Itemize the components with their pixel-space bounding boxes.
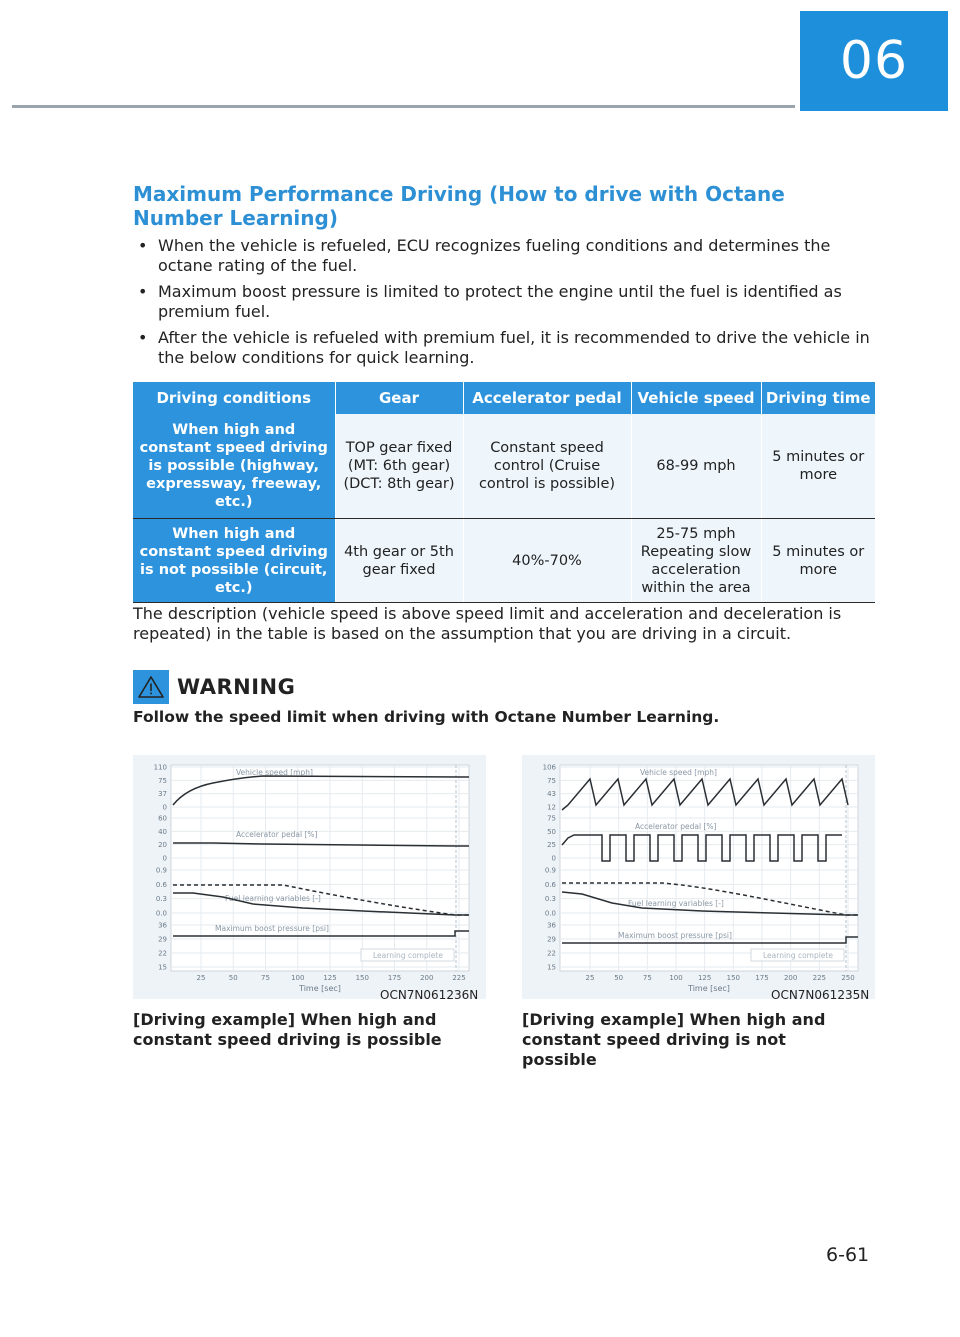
y-tick-label: 12 xyxy=(547,803,556,812)
learning-complete-label: Learning complete xyxy=(763,951,833,960)
y-tick-label: 36 xyxy=(547,921,556,930)
driving-example-graph xyxy=(522,755,875,999)
x-tick-label: 50 xyxy=(614,974,624,982)
y-tick-label: 60 xyxy=(158,814,167,823)
y-tick-label: 0 xyxy=(551,854,556,863)
x-tick-label: 25 xyxy=(585,974,595,982)
x-axis-label: Time [sec] xyxy=(688,984,730,993)
y-tick-label: 0 xyxy=(162,854,167,863)
driving-conditions-table xyxy=(133,382,875,603)
x-tick-label: 125 xyxy=(323,974,337,982)
x-tick-label: 175 xyxy=(387,974,402,982)
header-driving-time: Driving time xyxy=(761,382,875,414)
y-tick-label: 0.0 xyxy=(155,909,167,918)
y-tick-label: 36 xyxy=(158,921,167,930)
x-tick-label: 75 xyxy=(642,974,652,982)
warning-text: Follow the speed limit when driving with Octane Number Learning. xyxy=(133,708,720,726)
x-tick-label: 100 xyxy=(291,974,305,982)
figure-caption: [Driving example] When high and constant speed driving is not possible xyxy=(522,1010,826,1069)
y-tick-label: 20 xyxy=(158,841,167,850)
row-speed: 25-75 mph Repeating slow acceleration within the area xyxy=(631,519,761,603)
y-tick-label: 15 xyxy=(158,963,167,972)
x-tick-label: 200 xyxy=(783,974,798,982)
y-tick-label: 106 xyxy=(542,763,556,772)
y-tick-label: 0.3 xyxy=(155,895,167,904)
panel-label: Maximum boost pressure [psi] xyxy=(215,924,329,933)
x-tick-label: 100 xyxy=(669,974,683,982)
header-driving-conditions: Driving conditions xyxy=(133,382,335,414)
driving-example-graph xyxy=(133,755,486,999)
panel-label: Vehicle speed [mph] xyxy=(236,768,313,777)
header-accelerator-pedal: Accelerator pedal xyxy=(463,382,631,414)
y-tick-label: 75 xyxy=(547,814,556,823)
x-tick-label: 225 xyxy=(812,974,827,982)
table-row xyxy=(133,519,875,603)
header-gear: Gear xyxy=(335,382,463,414)
x-tick-label: 75 xyxy=(261,974,270,982)
row-condition: When high and constant speed driving is not possible (circuit, etc.) xyxy=(133,519,335,603)
x-tick-label: 200 xyxy=(420,974,434,982)
table-description: The description (vehicle speed is above speed limit and acceleration and deceleration is repeated) in the table is based on the assumption that you are driving in a circuit. xyxy=(133,604,842,643)
x-tick-label: 25 xyxy=(196,974,206,982)
panel-label: Vehicle speed [mph] xyxy=(640,768,717,777)
figure-code: OCN7N061235N xyxy=(771,988,870,1002)
y-tick-label: 50 xyxy=(547,827,556,836)
y-tick-label: 15 xyxy=(547,963,556,972)
figure-caption: [Driving example] When high and constant speed driving is possible xyxy=(133,1010,442,1049)
bullet-item: • After the vehicle is refueled with premium fuel, it is recommended to drive the vehicle in the below conditions for quick learning. xyxy=(133,328,878,368)
x-tick-label: 175 xyxy=(755,974,769,982)
y-tick-label: 22 xyxy=(547,949,556,958)
table-header-row xyxy=(133,382,875,414)
y-tick-label: 0.0 xyxy=(544,909,556,918)
panel-label: Accelerator pedal [%] xyxy=(635,822,717,831)
y-tick-label: 29 xyxy=(158,935,167,944)
figure-code: OCN7N061236N xyxy=(380,988,479,1002)
header-rule xyxy=(12,105,795,108)
row-condition: When high and constant speed driving is possible (highway, expressway, freeway, etc.) xyxy=(133,414,335,519)
panel-label: Maximum boost pressure [psi] xyxy=(618,931,732,940)
warning-triangle-icon xyxy=(133,670,169,704)
panel-label: Fuel learning variables [-] xyxy=(225,894,321,903)
bullet-list xyxy=(133,236,878,374)
row-time: 5 minutes or more xyxy=(761,519,875,603)
row-gear: TOP gear fixed (MT: 6th gear) (DCT: 8th gear) xyxy=(335,414,463,519)
y-tick-label: 22 xyxy=(158,949,167,958)
y-tick-label: 43 xyxy=(547,790,556,799)
x-tick-label: 225 xyxy=(452,974,466,982)
x-tick-label: 50 xyxy=(228,974,238,982)
y-tick-label: 25 xyxy=(547,841,556,850)
bullet-item: • When the vehicle is refueled, ECU recognizes fueling conditions and determines the octane rating of the fuel. xyxy=(133,236,878,276)
x-tick-label: 250 xyxy=(841,974,855,982)
section-title: Maximum Performance Driving (How to drive with Octane Number Learning) xyxy=(133,182,785,230)
plot-area xyxy=(560,765,858,971)
y-tick-label: 0 xyxy=(162,803,167,812)
learning-complete-label: Learning complete xyxy=(373,951,443,960)
panel-label: Accelerator pedal [%] xyxy=(236,830,318,839)
y-tick-label: 0.3 xyxy=(544,895,556,904)
chapter-tab xyxy=(800,11,948,111)
row-speed: 68-99 mph xyxy=(631,414,761,519)
warning-title: WARNING xyxy=(177,675,296,699)
y-tick-label: 0.6 xyxy=(544,880,556,889)
x-axis-label: Time [sec] xyxy=(299,984,341,993)
y-tick-label: 40 xyxy=(158,827,167,836)
x-tick-label: 150 xyxy=(726,974,741,982)
chapter-number: 06 xyxy=(839,31,909,91)
y-tick-label: 37 xyxy=(158,790,167,799)
row-accelerator: Constant speed control (Cruise control is possible) xyxy=(463,414,631,519)
panel-label: Fuel learning variables [-] xyxy=(628,899,724,908)
y-tick-label: 110 xyxy=(153,763,167,772)
y-tick-label: 75 xyxy=(547,776,556,785)
row-accelerator: 40%-70% xyxy=(463,519,631,603)
figure-circuit xyxy=(522,755,875,999)
x-tick-label: 150 xyxy=(355,974,369,982)
y-tick-label: 0.6 xyxy=(155,880,167,889)
y-tick-label: 0.9 xyxy=(155,866,167,875)
table-row xyxy=(133,414,875,519)
y-tick-label: 75 xyxy=(158,776,167,785)
x-tick-label: 125 xyxy=(697,974,712,982)
header-vehicle-speed: Vehicle speed xyxy=(631,382,761,414)
row-time: 5 minutes or more xyxy=(761,414,875,519)
y-tick-label: 0.9 xyxy=(544,866,556,875)
bullet-item: • Maximum boost pressure is limited to protect the engine until the fuel is identified as premium fuel. xyxy=(133,282,878,322)
plot-area xyxy=(171,765,469,971)
y-tick-label: 29 xyxy=(547,935,556,944)
row-gear: 4th gear or 5th gear fixed xyxy=(335,519,463,603)
figure-constant-speed xyxy=(133,755,486,999)
page-number: 6-61 xyxy=(826,1244,870,1266)
warning-header xyxy=(133,670,295,704)
